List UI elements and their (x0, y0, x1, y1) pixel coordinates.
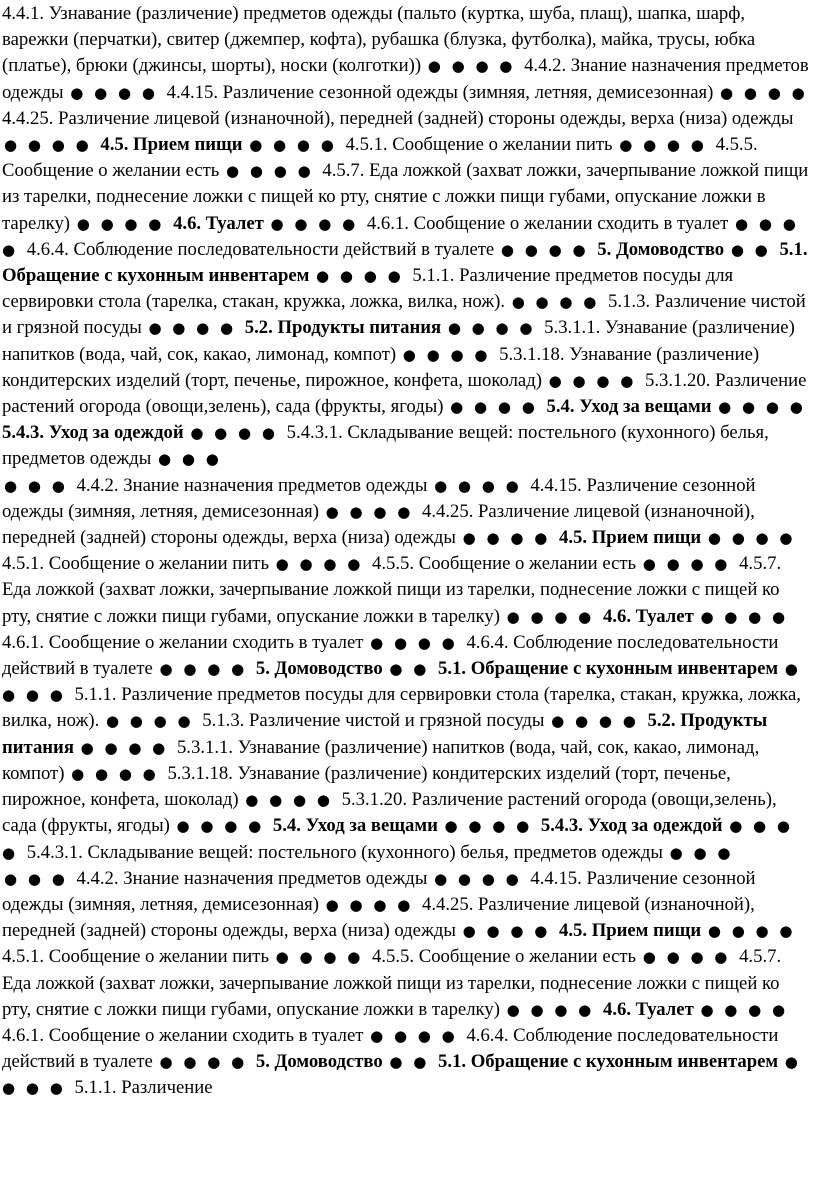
bullet-dots: ● ● ● ● (551, 712, 639, 731)
bullet-dots: ● ● ● ● (462, 922, 551, 941)
section-heading: 4.5. Прием пищи (100, 134, 243, 156)
bullet-dots: ● ● ● ● (325, 502, 414, 521)
bullet-dots: ● ● ● ● (370, 633, 458, 652)
item-text: 5.3.1.20. Различение растений огорода (овощи,зелень), сада (фрукты, ягоды) (2, 369, 807, 418)
section-heading: 4.6. Туалет (602, 605, 694, 627)
section-heading: 5. Домоводство (255, 1051, 383, 1073)
item-text: 4.4.1. Узнавание (различение) предметов одежды (пальто (куртка, шуба, плащ), шапка, шарф, варежки (перчатки), свитер (джемпер, кофта), рубашка (блузка, футболка), майка, трусы, юбка (платье), брюки (джинсы, шорты), носки (колготки)) (2, 3, 756, 77)
bullet-dots: ● ● ● ● (434, 869, 522, 888)
bullet-dots: ● ● ● ● (511, 293, 600, 312)
bullet-dots: ● ● ● ● (2, 817, 794, 862)
bullet-dots: ● ● ● ● (370, 1026, 458, 1045)
bullet-dots: ● ● ● ● (447, 319, 536, 338)
bullet-dots: ● ● ● ● (190, 424, 278, 443)
bullet-dots: ● ● ● ● (462, 529, 551, 548)
item-text: 4.6.4. Соблюдение последовательности действий в туалете (2, 1024, 779, 1073)
item-text: 5.3.1.18. Узнавание (различение) кондитерских изделий (торт, печенье, пирожное, конфета, шоколад) (2, 343, 760, 391)
item-text: 4.5.1. Сообщение о желании пить (2, 946, 269, 968)
section-heading: 5.4.3. Уход за одеждой (540, 815, 723, 837)
bullet-dots: ● ● ● ● (707, 529, 796, 548)
item-text: 4.4.25. Различение лицевой (изнаночной), передней (задней) стороны одежды, верха (низа) одежды (2, 500, 755, 549)
bullet-dots: ● ● ● ● (148, 319, 237, 338)
section-heading: 4.6. Туалет (173, 212, 264, 234)
bullet-dots: ● ● ● ● (176, 817, 265, 836)
section-heading: 4.5. Прием пищи (558, 920, 702, 942)
item-text: 4.4.2. Знание назначения предметов одежды (76, 867, 428, 889)
item-text: 5.3.1.20. Различение растений огорода (овощи,зелень), сада (фрукты, ягоды) (2, 789, 777, 837)
section-heading: 5.2. Продукты питания (2, 710, 768, 758)
section-heading: 5. Домоводство (255, 658, 383, 680)
paragraph-1 (2, 1, 812, 473)
paragraph-2 (2, 473, 812, 866)
bullet-dots: ● ● ● ● (325, 895, 414, 914)
bullet-dots: ● ● ● ● (506, 607, 595, 626)
section-heading: 5.1. Обращение с кухонным инвентарем (2, 238, 808, 287)
section-heading: 5.1. Обращение с кухонным инвентарем (438, 1051, 779, 1073)
item-text: 4.4.15. Различение сезонной одежды (зимняя, летняя, демисезонная) (2, 474, 756, 522)
bullet-dots: ● ● ● ● (2, 214, 799, 259)
item-text: 4.4.15. Различение сезонной одежды (зимняя, летняя, демисезонная) (2, 867, 756, 915)
bullet-dots: ● ● ● ● (316, 267, 404, 286)
item-text: 5.3.1.1. Узнавание (различение) напитков (вода, чай, сок, какао, лимонад, компот) (2, 317, 795, 365)
item-text: 4.5.1. Сообщение о желании пить (2, 553, 269, 575)
bullet-dots: ● ● ● ● (642, 948, 731, 967)
bullet-dots: ● ● ● ● (80, 738, 169, 757)
bullet-dots: ● ● ● ● (275, 555, 364, 574)
item-text: 4.4.15. Различение сезонной одежды (зимняя, летняя, демисезонная) (166, 81, 714, 103)
bullet-dots: ● ● ● ● (159, 1053, 248, 1072)
item-text: 4.5.5. Сообщение о желании есть (372, 946, 637, 968)
item-text: 4.6.1. Сообщение о желании сходить в туалет (2, 631, 364, 653)
bullet-dots: ● ● (389, 660, 430, 679)
bullet-dots: ● ● ● ● (619, 136, 707, 155)
item-text: 5.1.1. Различение (74, 1077, 213, 1099)
item-text: 4.4.25. Различение лицевой (изнаночной), передней (задней) стороны одежды, верха (низа) одежды (2, 107, 794, 129)
bullet-dots: ● ● ● ● (427, 57, 516, 76)
bullet-dots: ● ● (730, 240, 771, 259)
item-text: 4.4.2. Знание назначения предметов одежды (76, 474, 428, 496)
bullet-dots: ● ● ● ● (700, 607, 789, 626)
item-text: 5.3.1.1. Узнавание (различение) напитков (вода, чай, сок, какао, лимонад, компот) (2, 736, 760, 784)
bullet-dots: ● ● ● (4, 476, 68, 495)
item-text: 5.4.3.1. Складывание вещей: постельного (кухонного) белья, предметов одежды (26, 841, 663, 863)
bullet-dots: ● ● ● ● (2, 660, 801, 705)
bullet-dots: ● ● ● ● (105, 712, 194, 731)
section-heading: 5.4. Уход за вещами (546, 396, 712, 418)
bullet-dots: ● ● ● ● (434, 476, 522, 495)
bullet-dots: ● ● ● ● (642, 555, 731, 574)
bullet-dots: ● ● ● ● (720, 83, 808, 102)
section-heading: 5.2. Продукты питания (244, 317, 442, 339)
bullet-dots: ● ● ● ● (76, 214, 165, 233)
bullet-dots: ● ● ● ● (450, 398, 538, 417)
bullet-dots: ● ● ● ● (275, 948, 364, 967)
item-text: 4.6.1. Сообщение о желании сходить в туалет (2, 1024, 364, 1046)
bullet-dots: ● ● ● ● (506, 1000, 595, 1019)
item-text: 4.6.4. Соблюдение последовательности действий в туалете (26, 238, 495, 260)
paragraph-3 (2, 866, 812, 1102)
item-text: 5.1.3. Различение чистой и грязной посуды (202, 710, 545, 732)
bullet-dots: ● ● ● ● (245, 791, 333, 810)
item-text: 5.3.1.18. Узнавание (различение) кондитерских изделий (торт, печенье, пирожное, конфета, шоколад) (2, 762, 731, 811)
section-heading: 5. Домоводство (597, 238, 725, 260)
bullet-dots: ● ● (389, 1053, 430, 1072)
bullet-dots: ● ● ● (158, 450, 222, 469)
bullet-dots: ● ● ● ● (71, 764, 159, 783)
item-text: 4.5.5. Сообщение о желании есть (372, 553, 637, 575)
section-heading: 4.6. Туалет (602, 998, 694, 1020)
bullet-dots: ● ● ● ● (548, 371, 637, 390)
bullet-dots: ● ● ● ● (402, 345, 491, 364)
bullet-dots: ● ● ● (4, 869, 68, 888)
bullet-dots: ● ● ● ● (4, 136, 92, 155)
bullet-dots: ● ● ● ● (444, 817, 533, 836)
section-heading: 4.5. Прием пищи (558, 527, 702, 549)
section-heading: 5.1. Обращение с кухонным инвентарем (438, 658, 779, 680)
bullet-dots: ● ● ● ● (707, 922, 796, 941)
bullet-dots: ● ● ● ● (270, 214, 359, 233)
item-text: 4.6.1. Сообщение о желании сходить в туалет (366, 212, 729, 234)
item-text: 5.1.1. Различение предметов посуды для сервировки стола (тарелка, стакан, кружка, ложка, вилка, нож). (2, 684, 801, 732)
section-heading: 5.4. Уход за вещами (272, 815, 438, 837)
bullet-dots: ● ● ● (669, 843, 734, 862)
item-text: 5.4.3.1. Складывание вещей: постельного (кухонного) белья, предметов одежды (2, 422, 769, 470)
section-heading: 5.4.3. Уход за одеждой (2, 422, 184, 444)
bullet-dots: ● ● ● ● (500, 240, 589, 259)
bullet-dots: ● ● ● ● (159, 660, 248, 679)
item-text: 4.5.7. Еда ложкой (захват ложки, зачерпывание ложкой пищи из тарелки, поднесение ложки с пищей ко рту, снятие с ложки пищи губами, опускание ложки в тарелку) (2, 946, 782, 1020)
item-text: 4.4.25. Различение лицевой (изнаночной), передней (задней) стороны одежды, верха (низа) одежды (2, 893, 755, 942)
item-text: 4.5.5. Сообщение о желании есть (2, 134, 758, 182)
item-text: 4.4.2. Знание назначения предметов одежды (2, 55, 809, 103)
bullet-dots: ● ● ● ● (70, 83, 158, 102)
bullet-dots: ● ● ● ● (700, 1000, 789, 1019)
bullet-dots: ● ● ● ● (718, 398, 806, 417)
item-text: 4.5.7. Еда ложкой (захват ложки, зачерпывание ложкой пищи из тарелки, поднесение ложки с пищей ко рту, снятие с ложки пищи губами, опускание ложки в тарелку) (2, 160, 809, 234)
item-text: 5.1.3. Различение чистой и грязной посуды (2, 291, 806, 339)
item-text: 4.5.7. Еда ложкой (захват ложки, зачерпывание ложкой пищи из тарелки, поднесение ложки с пищей ко рту, снятие с ложки пищи губами, опускание ложки в тарелку) (2, 553, 782, 627)
bullet-dots: ● ● ● ● (2, 1053, 801, 1098)
bullet-dots: ● ● ● ● (226, 162, 314, 181)
item-text: 4.5.1. Сообщение о желании пить (345, 134, 613, 156)
item-text: 5.1.1. Различение предметов посуды для сервировки стола (тарелка, стакан, кружка, ложка, вилка, нож). (2, 265, 734, 313)
bullet-dots: ● ● ● ● (249, 136, 337, 155)
item-text: 4.6.4. Соблюдение последовательности действий в туалете (2, 631, 779, 680)
